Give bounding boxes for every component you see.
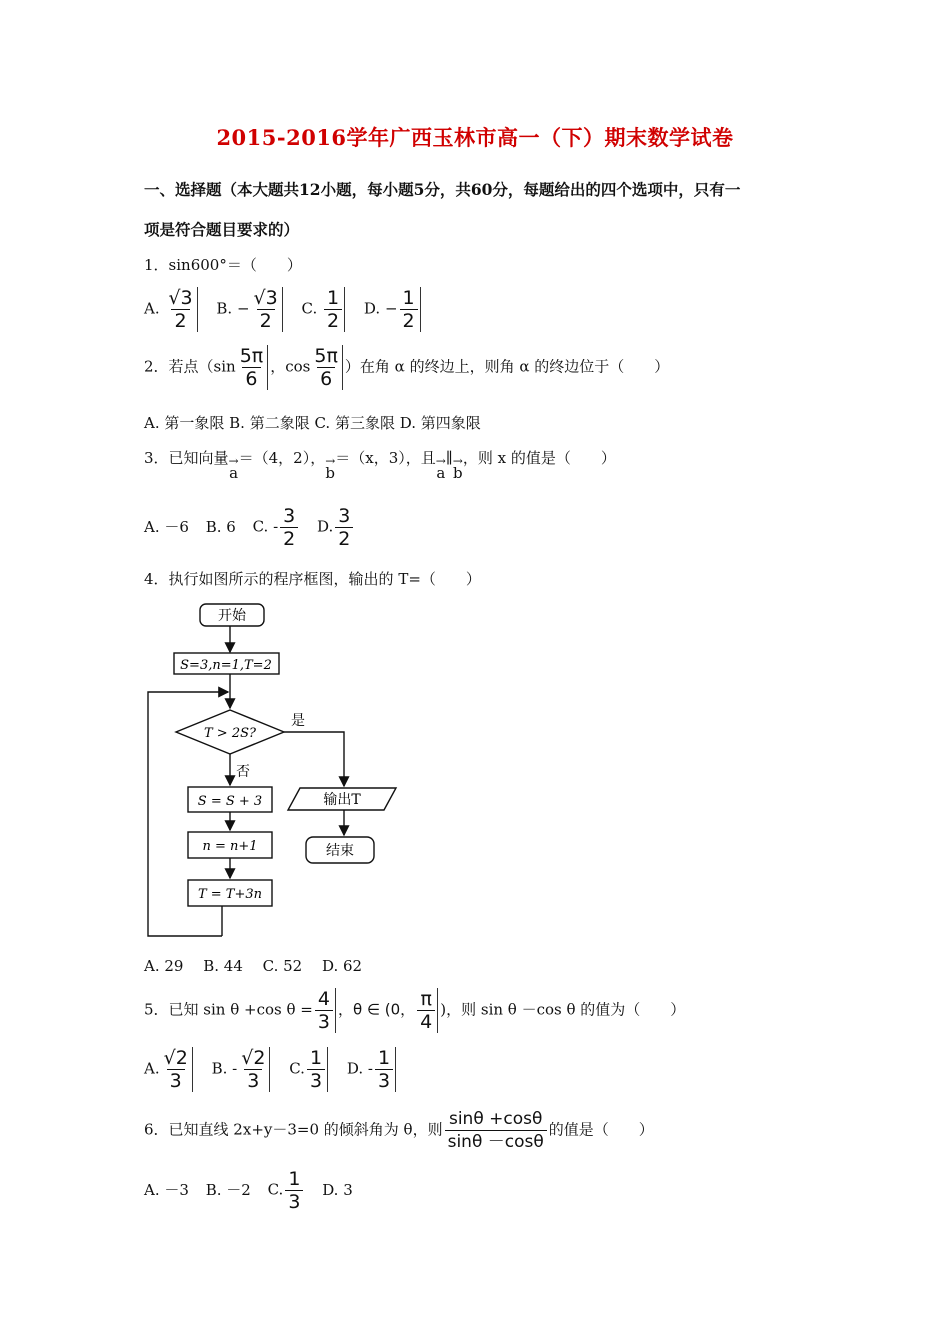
q3-option-d: D. $\frac{3}{2}$ bbox=[317, 505, 355, 550]
q5-option-d: D. - $\frac{1}{3}$ bbox=[347, 1047, 398, 1092]
q3-stem: 3．已知向量 → a ＝（4，2）， → b ＝（x，3），且 → a ∥ → b ，则 x 的值是（ ） bbox=[144, 449, 616, 482]
section-header-line1: 一、选择题（本大题共12小题，每小题5分，共60分，每题给出的四个选项中，只有一 bbox=[144, 180, 741, 199]
q1-stem: 1．sin600°＝（ ） bbox=[144, 256, 302, 274]
q4-stem: 4．执行如图所示的程序框图，输出的 T=（ ） bbox=[144, 570, 481, 588]
flow-start-label: 开始 bbox=[218, 608, 246, 624]
flow-no-label: 否 bbox=[236, 764, 250, 780]
q1-option-a: A. $\frac{√3}{2}$ bbox=[144, 287, 200, 332]
q6-option-c: C. $\frac{1}{3}$ bbox=[268, 1168, 306, 1213]
flow-step3-label: T = T+3n bbox=[197, 887, 263, 902]
flowchart bbox=[144, 600, 399, 938]
flow-condition-label: T > 2S? bbox=[204, 726, 256, 741]
q1-option-b: B. − $\frac{√3}{2}$ bbox=[216, 287, 284, 332]
page-title: 2015-2016学年广西玉林市高一（下）期末数学试卷 bbox=[216, 125, 734, 150]
q5-options bbox=[144, 1047, 410, 1092]
q5-stem: 5．已知 sin θ +cos θ = $\frac{4}{3}$ ，θ ∈ (0， $\frac{\pi}{4}$ )，则 sin θ －cos θ 的值为（ ） bbox=[144, 988, 686, 1033]
q3-options bbox=[144, 505, 367, 550]
q6-option-a: A. －3 bbox=[144, 1180, 189, 1199]
q6-option-d: D. 3 bbox=[322, 1180, 353, 1199]
section-header-line2: 项是符合题目要求的） bbox=[144, 220, 300, 239]
q6-option-b: B. －2 bbox=[205, 1180, 251, 1199]
q1-option-c: C. $\frac{1}{2}$ bbox=[302, 287, 348, 332]
flow-yes-label: 是 bbox=[291, 713, 305, 729]
flow-step1-label: S = S + 3 bbox=[197, 794, 263, 809]
flow-end-label: 结束 bbox=[326, 843, 354, 859]
flow-output-label: 输出T bbox=[323, 792, 361, 808]
flow-step2-label: n = n+1 bbox=[202, 839, 258, 854]
q6-options bbox=[144, 1168, 365, 1213]
q3-option-c: C. - $\frac{3}{2}$ bbox=[253, 505, 301, 550]
q1-options bbox=[144, 287, 435, 332]
q2-stem: 2．若点（sin $\frac{5\pi}{6}$ ，cos $\frac{5\pi}{6}$ ）在角 α 的终边上，则角 α 的终边位于（ ） bbox=[144, 345, 670, 390]
q3-option-a: A. －6 bbox=[144, 517, 189, 536]
q6-stem: 6．已知直线 2x+y－3=0 的倾斜角为 θ，则 $\frac{\sin\theta +\cos\theta}{\sin\theta -\cos\theta}$ 的值是（ ） bbox=[144, 1109, 654, 1152]
q5-option-c: C. $\frac{1}{3}$ bbox=[289, 1047, 330, 1092]
q5-option-b: B. - $\frac{√2}{3}$ bbox=[212, 1047, 273, 1092]
q2-options: A. 第一象限 B. 第二象限 C. 第三象限 D. 第四象限 bbox=[144, 414, 481, 432]
q3-option-b: B. 6 bbox=[205, 517, 236, 536]
flow-init-label: S=3,n=1,T=2 bbox=[180, 658, 272, 673]
q4-options: A. 29 B. 44 C. 52 D. 62 bbox=[144, 957, 363, 975]
q5-option-a: A. $\frac{√2}{3}$ bbox=[144, 1047, 195, 1092]
q1-option-d: D. − $\frac{1}{2}$ bbox=[364, 287, 423, 332]
